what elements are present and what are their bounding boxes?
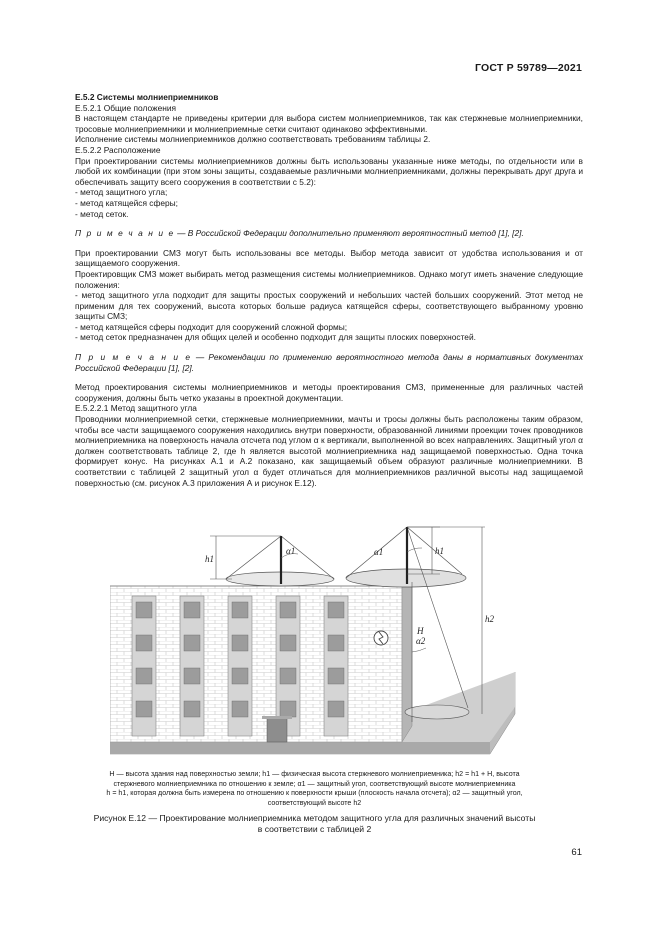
note-1 [75,228,583,239]
label-a1-left: α1 [286,546,296,556]
label-H: H [417,626,424,636]
building-side-wall [402,578,412,742]
legend-line: соответствующий высоте h2 [267,798,362,807]
paragraph-4: При проектировании СМЗ могут быть использованы все методы. Выбор метода зависит от удобства использования и от защищаемого сооружения. [75,247,583,269]
caption-line: в соответствии с таблицей 2 [257,824,372,834]
section-heading: Е.5.2 Системы молниеприемников [75,92,219,102]
label-h1-left: h1 [205,554,214,564]
document-header: ГОСТ Р 59789—2021 [474,62,582,74]
list-item: - метод сеток. [75,208,129,219]
note-2 [75,352,583,373]
subsection-placement: Е.5.2.2 Расположение [75,144,161,155]
paragraph-5: Проектировщик СМЗ может выбирать метод размещения системы молниеприемников. Однако могут иметь значение следующие положения: [75,268,583,290]
label-a2: α2 [416,636,426,646]
paragraph-1: В настоящем стандарте не приведены критерии для выбора систем молниеприемников, так как стержневые молниеприемники, тросовые молниеприемники и молниеприемные сетки считают одинаково эффективными. [75,113,583,134]
caption-line: Рисунок Е.12 — Проектирование молниеприемника методом защитного угла для различных значений высоты [93,813,536,823]
list-item: - метод защитного угла; [75,187,168,198]
legend-line: h = h1, которая должна быть измерена по отношению к поверхности крыши (плоскость начала отсчета); α2 — защитный угол, [106,789,523,798]
note-text: — В Российской Федерации дополнительно применяют вероятностный метод [1], [2]. [174,228,524,239]
legend-line: H — высота здания над поверхностью земли; h1 — физическая высота стержневого молниеприемника; h2 = h1 + H, высота [109,770,520,778]
label-h1-right: h1 [435,546,444,556]
left-protection-cone [210,536,334,586]
paragraph-7: Метод проектирования системы молниеприемников и методы проектирования СМЗ, примененные для различных частей сооружения, должны быть четко указаны в проектной документации. [75,382,583,403]
section-body [75,92,583,488]
paragraph-8: Проводники молниеприемной сетки, стержневые молниеприемники, мачты и тросы должны быть расположены таким образом, чтобы все части защищаемого сооружения находились внутри поверхности, образованной линиями проекции точек проводников молниеприемника на поверхность начала отсчета под углом α к вертикали, выполненной во всех направлениях. Защитный угол α должен соответствовать таблице 2, где h является высотой молниеприемника над защищаемой поверхностью. Одна точка формирует конус. На рисунках А.1 и А.2 показано, как защищаемый объем образуют различные молниеприемники. В соответствии с таблицей 2 защитный угол α будет отличаться для молниеприемников различной высоты над защищаемой поверхностью (см. рисунок А.3 приложения А и рисунок Е.12). [75,414,583,488]
paragraph-6: - метод защитного угла подходит для защиты простых сооружений и небольших частей больших сооружений. Этот метод не применим для тех сооружений, высота которых больше радиуса катящейся сферы, соответствующего выбранному уровню защиты СМЗ; [75,290,583,322]
note-text: — Рекомендации по применению вероятностного метода даны в нормативных документах Российской Федерации [1], [2]. [75,352,583,373]
figure-e12 [110,522,590,767]
page-number: 61 [571,847,582,858]
paragraph-3: При проектировании системы молниеприемников должны быть использованы указанные ниже методы, по отдельности или в любой их комбинации (при этом зоны защиты, создаваемые различными молниеприемниками, должны перекрывать друг друга и обеспечивать защиту всего сооружения в соответствии с 5.2): [75,155,583,187]
list-item: - метод катящейся сферы подходит для сооружений сложной формы; [75,321,348,332]
list-item: - метод катящейся сферы; [75,197,178,208]
list-item: - метод сеток предназначен для общих целей и особенно подходит для защиты плоских поверхностей. [75,332,476,343]
figure-caption [48,813,581,835]
legend-line: стержневого молниеприемника по отношению к земле; α1 — защитный угол, соответствующий высоте молниеприемника [113,779,516,788]
paragraph-2: Исполнение системы молниеприемников должно соответствовать требованиям таблицы 2. [75,134,431,145]
subsection-general: Е.5.2.1 Общие положения [75,102,177,113]
note-label: П р и м е ч а н и е [75,228,175,239]
label-h2: h2 [485,614,494,624]
label-a1-right: α1 [374,547,384,557]
note-label: П р и м е ч а н и е [75,352,192,363]
subsection-angle-method: Е.5.2.2.1 Метод защитного угла [75,403,197,414]
figure-legend [48,770,581,808]
entrance-door [267,718,287,742]
